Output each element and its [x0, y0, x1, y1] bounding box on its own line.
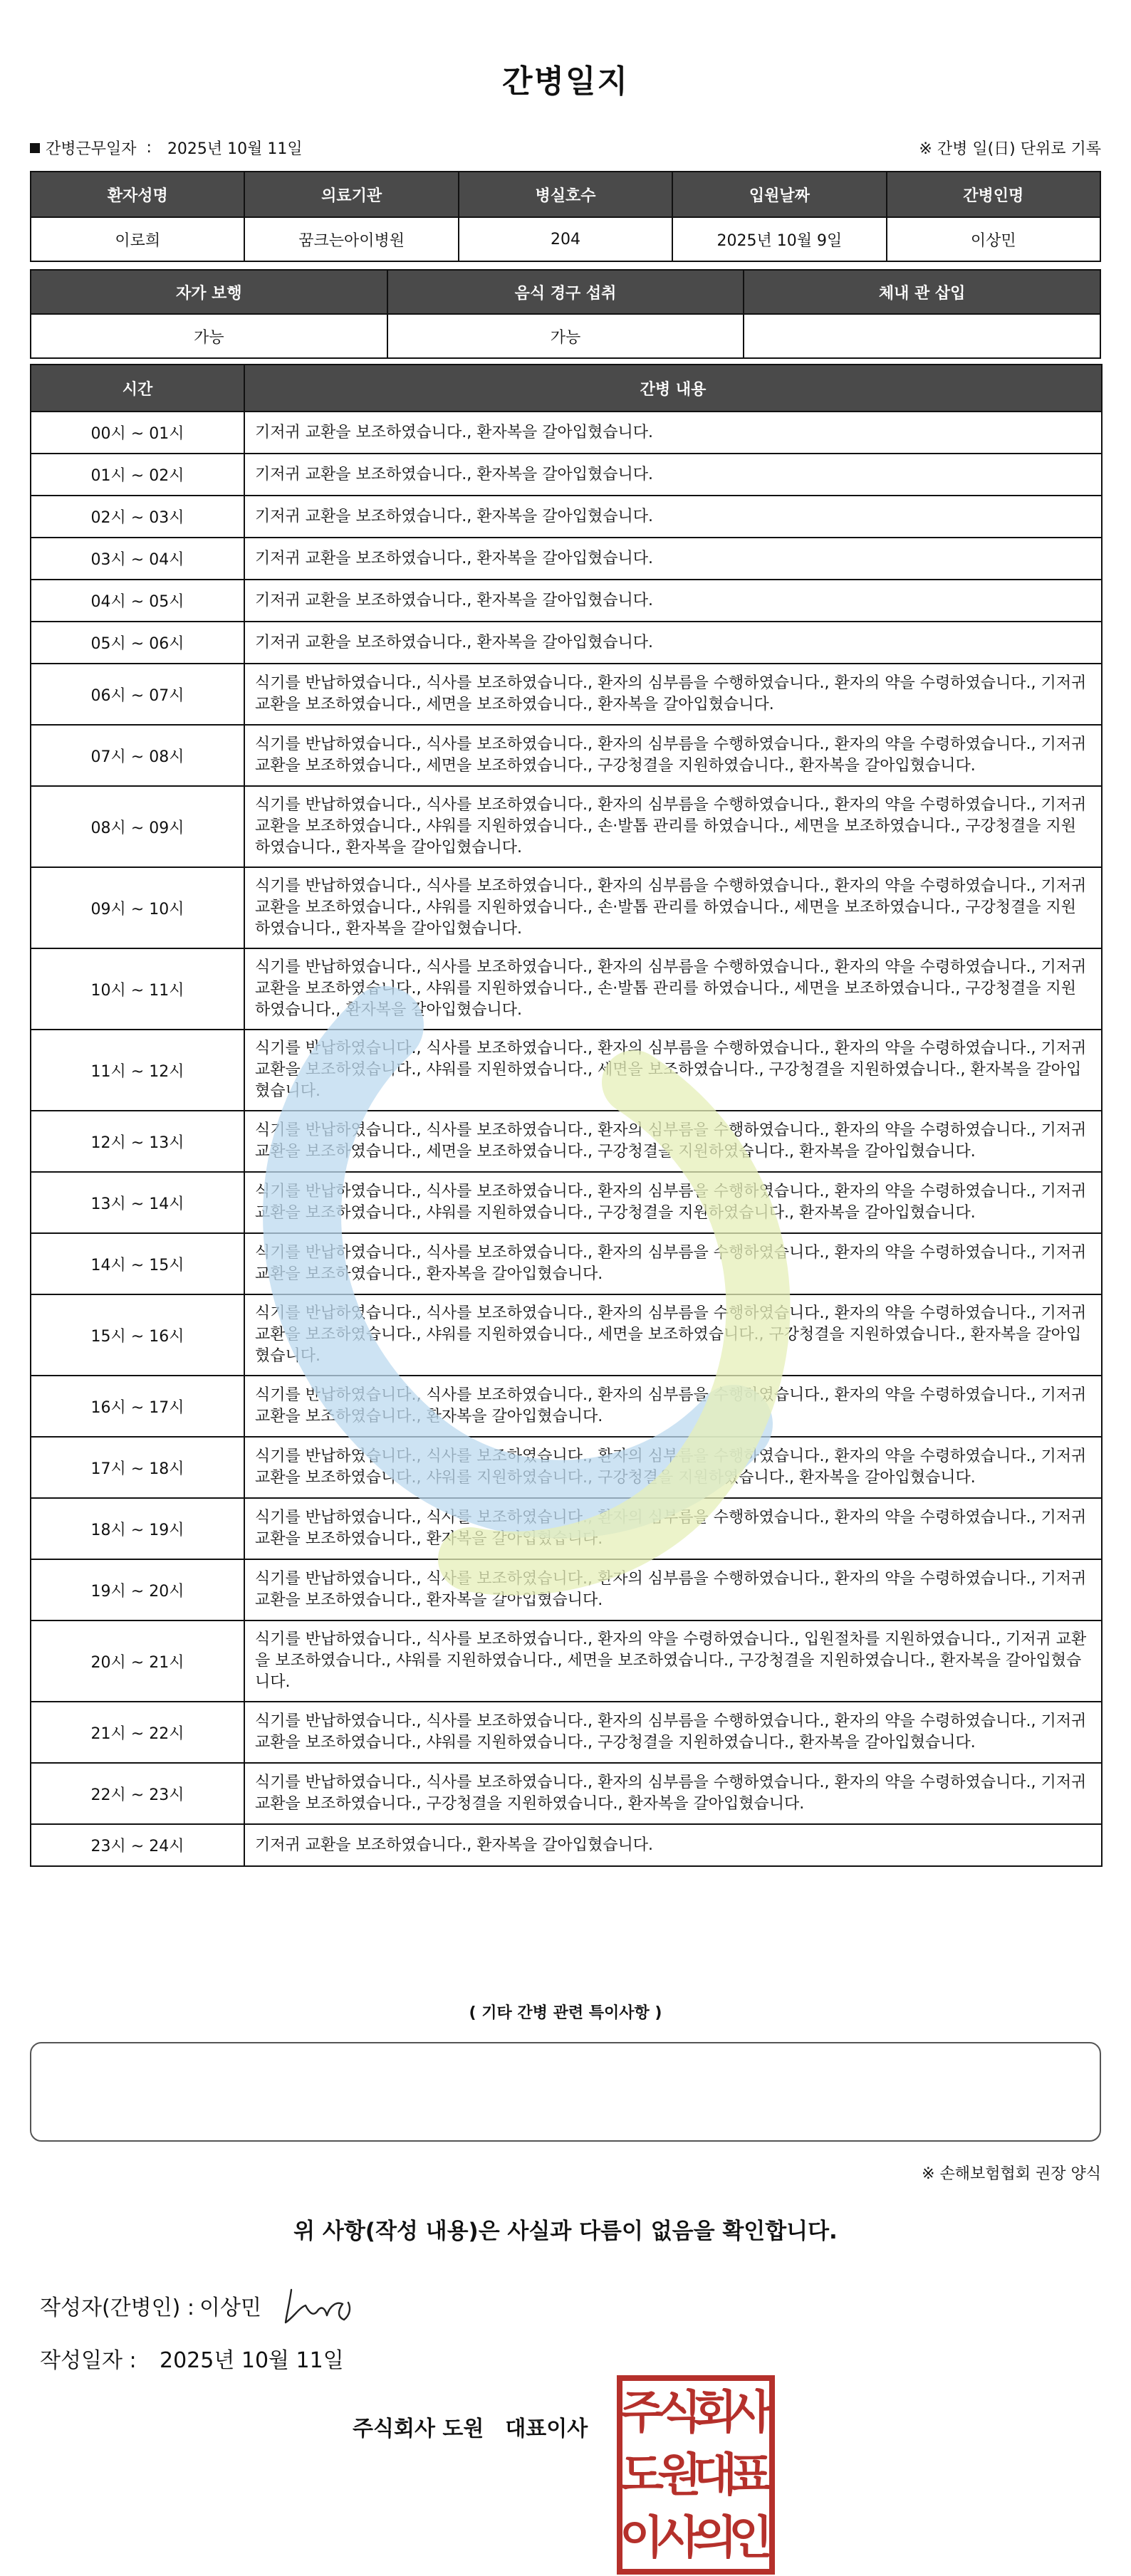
- table-row: [31, 1233, 1102, 1294]
- care-content: 식기를 반납하였습니다., 식사를 보조하였습니다., 환자의 심부름을 수행하였습니다., 환자의 약을 수령하였습니다., 기저귀 교환을 보조하였습니다., 샤워를 지원하였습니다., 구강청결을 지원하였습니다., 환자복을 갈아입혔습니다.: [244, 1172, 1102, 1233]
- table-row: [31, 454, 1102, 496]
- table-row: [31, 496, 1102, 538]
- company-signature: [353, 2411, 588, 2442]
- patient-info-table: [30, 171, 1101, 262]
- seal-character: 사: [657, 2512, 702, 2565]
- writer-line: [40, 2284, 360, 2327]
- table-row: [31, 412, 1102, 454]
- document-title: 간병일지: [501, 63, 629, 100]
- room-number: 204: [459, 217, 672, 261]
- care-time: 21시 ~ 22시: [31, 1702, 244, 1763]
- care-time: 19시 ~ 20시: [31, 1559, 244, 1621]
- seal-character: 의: [693, 2512, 737, 2565]
- remarks-box: [30, 2042, 1101, 2142]
- work-date: [30, 137, 303, 159]
- header-time: 시간: [31, 365, 244, 412]
- care-content: 식기를 반납하였습니다., 식사를 보조하였습니다., 환자의 심부름을 수행하였습니다., 환자의 약을 수령하였습니다., 기저귀 교환을 보조하였습니다., 샤워를 지원하였습니다., 구강청결을 지원하였습니다., 환자복을 갈아입혔습니다.: [244, 1437, 1102, 1498]
- seal-character: 사: [729, 2387, 773, 2439]
- table-row: [31, 1437, 1102, 1498]
- company-title: 대표이사: [505, 2417, 588, 2441]
- seal-character: 표: [729, 2449, 773, 2502]
- care-time: 15시 ~ 16시: [31, 1294, 244, 1376]
- table-row: [31, 1294, 1102, 1376]
- seal-character: 주: [620, 2387, 664, 2439]
- care-content: 기저귀 교환을 보조하였습니다., 환자복을 갈아입혔습니다.: [244, 622, 1102, 664]
- care-time: 13시 ~ 14시: [31, 1172, 244, 1233]
- care-time: 18시 ~ 19시: [31, 1498, 244, 1559]
- care-time: 00시 ~ 01시: [31, 412, 244, 454]
- header-oral-intake: 음식 경구 섭취: [387, 270, 744, 314]
- written-date-label: 작성일자 :: [40, 2348, 137, 2373]
- remarks-title: ( 기타 간병 관련 특이사항 ): [469, 2004, 662, 2022]
- care-content: 기저귀 교환을 보조하였습니다., 환자복을 갈아입혔습니다.: [244, 580, 1102, 622]
- care-time: 01시 ~ 02시: [31, 454, 244, 496]
- care-content: 식기를 반납하였습니다., 식사를 보조하였습니다., 환자의 심부름을 수행하였습니다., 환자의 약을 수령하였습니다., 기저귀 교환을 보조하였습니다., 샤워를 지원하였습니다., 구강청결을 지원하였습니다., 환자복을 갈아입혔습니다.: [244, 1702, 1102, 1763]
- care-content: 기저귀 교환을 보조하였습니다., 환자복을 갈아입혔습니다.: [244, 454, 1102, 496]
- care-log-table: [30, 364, 1103, 1867]
- ability-table: [30, 269, 1101, 359]
- seal-character: 식: [657, 2387, 702, 2439]
- caregiver-name: 이상민: [887, 217, 1100, 261]
- header-room: 병실호수: [459, 172, 672, 217]
- work-date-separator: :: [146, 139, 152, 157]
- table-row: [31, 1172, 1102, 1233]
- care-time: 11시 ~ 12시: [31, 1030, 244, 1111]
- table-row: [31, 1763, 1102, 1824]
- care-content: 식기를 반납하였습니다., 식사를 보조하였습니다., 환자의 심부름을 수행하였습니다., 환자의 약을 수령하였습니다., 기저귀 교환을 보조하였습니다., 구강청결을 지원하였습니다., 환자복을 갈아입혔습니다.: [244, 1763, 1102, 1824]
- header-hospital: 의료기관: [244, 172, 458, 217]
- work-date-label: 간병근무일자: [46, 140, 137, 158]
- header-patient-name: 환자성명: [31, 172, 244, 217]
- table-row: [31, 725, 1102, 786]
- self-walking-value: 가능: [31, 314, 387, 358]
- table-row: [31, 1559, 1102, 1621]
- table-row: [31, 622, 1102, 664]
- table-row: [31, 664, 1102, 725]
- admission-date: 2025년 10월 9일: [672, 217, 886, 261]
- care-time: 12시 ~ 13시: [31, 1111, 244, 1172]
- seal-character: 회: [693, 2387, 737, 2439]
- table-row: [31, 1030, 1102, 1111]
- care-content: 식기를 반납하였습니다., 식사를 보조하였습니다., 환자의 심부름을 수행하였습니다., 환자의 약을 수령하였습니다., 기저귀 교환을 보조하였습니다., 세면을 보조하였습니다., 구강청결을 지원하였습니다., 환자복을 갈아입혔습니다.: [244, 725, 1102, 786]
- tube-insertion-value: [744, 314, 1100, 358]
- company-name: 주식회사 도원: [353, 2417, 484, 2441]
- seal-character: 대: [693, 2449, 737, 2502]
- table-row: [31, 867, 1102, 948]
- care-content: 식기를 반납하였습니다., 식사를 보조하였습니다., 환자의 심부름을 수행하였습니다., 환자의 약을 수령하였습니다., 기저귀 교환을 보조하였습니다., 샤워를 지원하였습니다., 손·발톱 관리를 하였습니다., 세면을 보조하였습니다., 구강청결을 지원하였습니다., 환자복을 갈아입혔습니다.: [244, 867, 1102, 948]
- care-time: 05시 ~ 06시: [31, 622, 244, 664]
- care-time: 22시 ~ 23시: [31, 1763, 244, 1824]
- oral-intake-value: 가능: [387, 314, 744, 358]
- confirmation-statement: 위 사항(작성 내용)은 사실과 다름이 없음을 확인합니다.: [293, 2219, 838, 2244]
- company-seal-stamp: [615, 2374, 776, 2576]
- care-content: 식기를 반납하였습니다., 식사를 보조하였습니다., 환자의 심부름을 수행하였습니다., 환자의 약을 수령하였습니다., 기저귀 교환을 보조하였습니다., 샤워를 지원하였습니다., 세면을 보조하였습니다., 구강청결을 지원하였습니다., 환자복을 갈아입혔습니다.: [244, 1030, 1102, 1111]
- header-caregiver: 간병인명: [887, 172, 1100, 217]
- care-content: 식기를 반납하였습니다., 식사를 보조하였습니다., 환자의 심부름을 수행하였습니다., 환자의 약을 수령하였습니다., 기저귀 교환을 보조하였습니다., 환자복을 갈아입혔습니다.: [244, 1376, 1102, 1437]
- care-content: 기저귀 교환을 보조하였습니다., 환자복을 갈아입혔습니다.: [244, 496, 1102, 538]
- care-content: 식기를 반납하였습니다., 식사를 보조하였습니다., 환자의 심부름을 수행하였습니다., 환자의 약을 수령하였습니다., 기저귀 교환을 보조하였습니다., 세면을 보조하였습니다., 구강청결을 지원하였습니다., 환자복을 갈아입혔습니다.: [244, 1111, 1102, 1172]
- care-time: 03시 ~ 04시: [31, 538, 244, 580]
- table-row: [31, 1702, 1102, 1763]
- care-content: 식기를 반납하였습니다., 식사를 보조하였습니다., 환자의 약을 수령하였습니다., 입원절차를 지원하였습니다., 기저귀 교환을 보조하였습니다., 샤워를 지원하였습니다., 세면을 보조하였습니다., 구강청결을 지원하였습니다., 환자복을 갈아입혔습니다.: [244, 1621, 1102, 1702]
- table-row: [31, 1824, 1102, 1866]
- table-row: [31, 1621, 1102, 1702]
- care-content: 식기를 반납하였습니다., 식사를 보조하였습니다., 환자의 심부름을 수행하였습니다., 환자의 약을 수령하였습니다., 기저귀 교환을 보조하였습니다., 샤워를 지원하였습니다., 손·발톱 관리를 하였습니다., 세면을 보조하였습니다., 구강청결을 지원하였습니다., 환자복을 갈아입혔습니다.: [244, 786, 1102, 867]
- care-time: 17시 ~ 18시: [31, 1437, 244, 1498]
- care-content: 기저귀 교환을 보조하였습니다., 환자복을 갈아입혔습니다.: [244, 538, 1102, 580]
- table-row: [31, 580, 1102, 622]
- written-date-line: [40, 2342, 344, 2374]
- handwritten-signature: [281, 2284, 360, 2327]
- work-date-value: 2025년 10월 11일: [167, 140, 303, 158]
- seal-character: 도: [620, 2449, 664, 2502]
- care-time: 23시 ~ 24시: [31, 1824, 244, 1866]
- seal-character: 인: [729, 2512, 773, 2565]
- header-care-content: 간병 내용: [244, 365, 1102, 412]
- care-time: 07시 ~ 08시: [31, 725, 244, 786]
- care-content: 식기를 반납하였습니다., 식사를 보조하였습니다., 환자의 심부름을 수행하였습니다., 환자의 약을 수령하였습니다., 기저귀 교환을 보조하였습니다., 샤워를 지원하였습니다., 손·발톱 관리를 하였습니다., 세면을 보조하였습니다., 구강청결을 지원하였습니다., 환자복을 갈아입혔습니다.: [244, 948, 1102, 1030]
- care-time: 16시 ~ 17시: [31, 1376, 244, 1437]
- care-time: 08시 ~ 09시: [31, 786, 244, 867]
- care-time: 10시 ~ 11시: [31, 948, 244, 1030]
- care-content: 식기를 반납하였습니다., 식사를 보조하였습니다., 환자의 심부름을 수행하였습니다., 환자의 약을 수령하였습니다., 기저귀 교환을 보조하였습니다., 환자복을 갈아입혔습니다.: [244, 1559, 1102, 1621]
- table-row: [31, 786, 1102, 867]
- care-time: 06시 ~ 07시: [31, 664, 244, 725]
- table-row: [31, 948, 1102, 1030]
- written-date-value: 2025년 10월 11일: [160, 2348, 344, 2373]
- square-bullet-icon: [30, 143, 40, 153]
- seal-character: 원: [657, 2449, 702, 2502]
- care-content: 식기를 반납하였습니다., 식사를 보조하였습니다., 환자의 심부름을 수행하였습니다., 환자의 약을 수령하였습니다., 기저귀 교환을 보조하였습니다., 환자복을 갈아입혔습니다.: [244, 1498, 1102, 1559]
- care-content: 식기를 반납하였습니다., 식사를 보조하였습니다., 환자의 심부름을 수행하였습니다., 환자의 약을 수령하였습니다., 기저귀 교환을 보조하였습니다., 환자복을 갈아입혔습니다.: [244, 1233, 1102, 1294]
- table-row: [31, 1498, 1102, 1559]
- recommended-form-note: ※ 손해보험협회 권장 양식: [922, 2165, 1101, 2183]
- table-row: [31, 538, 1102, 580]
- header-tube-insertion: 체내 관 삽입: [744, 270, 1100, 314]
- patient-name: 이로희: [31, 217, 244, 261]
- care-content: 기저귀 교환을 보조하였습니다., 환자복을 갈아입혔습니다.: [244, 1824, 1102, 1866]
- table-row: [31, 1111, 1102, 1172]
- hospital-name: 꿈크는아이병원: [244, 217, 458, 261]
- care-time: 14시 ~ 15시: [31, 1233, 244, 1294]
- care-time: 09시 ~ 10시: [31, 867, 244, 948]
- header-admission-date: 입원날짜: [672, 172, 886, 217]
- care-time: 20시 ~ 21시: [31, 1621, 244, 1702]
- table-row: [31, 1376, 1102, 1437]
- care-content: 기저귀 교환을 보조하였습니다., 환자복을 갈아입혔습니다.: [244, 412, 1102, 454]
- writer-label: 작성자(간병인) :: [40, 2295, 194, 2320]
- header-self-walking: 자가 보행: [31, 270, 387, 314]
- record-unit-note: ※ 간병 일(日) 단위로 기록: [919, 140, 1101, 158]
- care-content: 식기를 반납하였습니다., 식사를 보조하였습니다., 환자의 심부름을 수행하였습니다., 환자의 약을 수령하였습니다., 기저귀 교환을 보조하였습니다., 샤워를 지원하였습니다., 세면을 보조하였습니다., 구강청결을 지원하였습니다., 환자복을 갈아입혔습니다.: [244, 1294, 1102, 1376]
- care-content: 식기를 반납하였습니다., 식사를 보조하였습니다., 환자의 심부름을 수행하였습니다., 환자의 약을 수령하였습니다., 기저귀 교환을 보조하였습니다., 세면을 보조하였습니다., 환자복을 갈아입혔습니다.: [244, 664, 1102, 725]
- seal-character: 이: [620, 2512, 664, 2565]
- care-time: 02시 ~ 03시: [31, 496, 244, 538]
- care-time: 04시 ~ 05시: [31, 580, 244, 622]
- writer-name: 이상민: [199, 2295, 261, 2320]
